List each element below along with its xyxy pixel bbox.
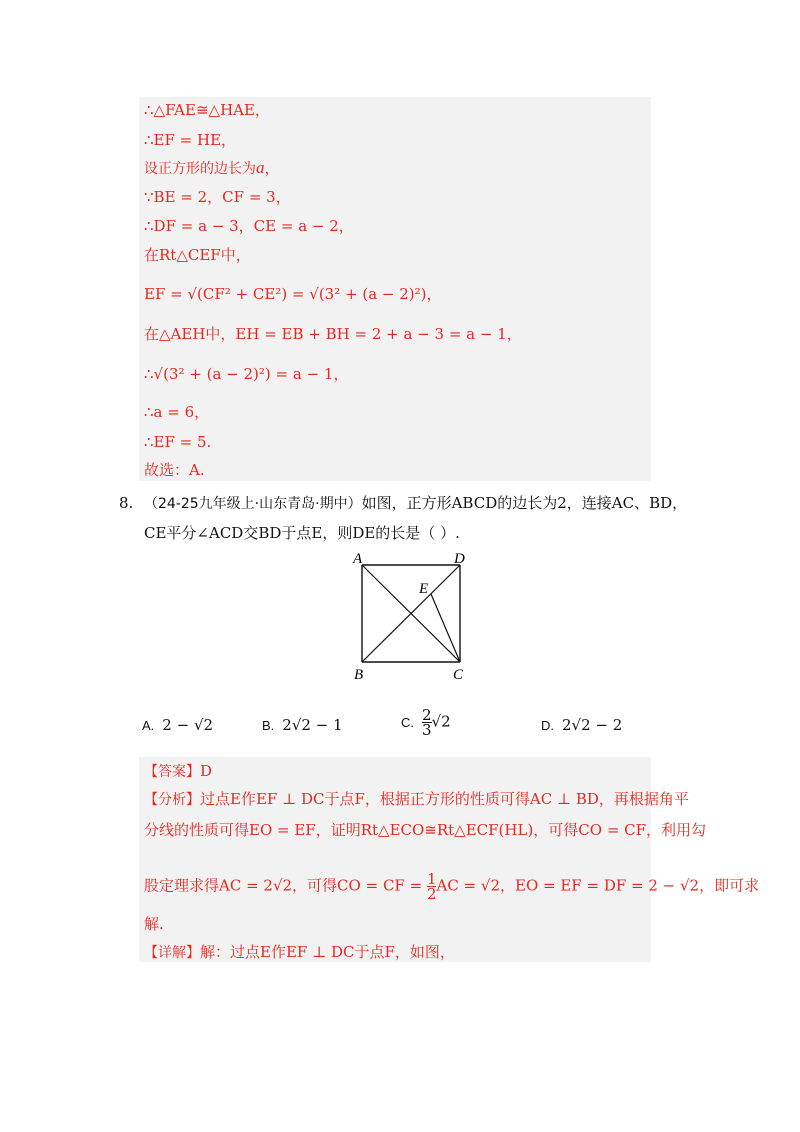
solution-line-3 xyxy=(144,158,280,179)
solution-line-4: ∵BE = 2，CF = 3， xyxy=(144,188,291,206)
option-c-value: √2 xyxy=(431,712,451,731)
answer-value: D xyxy=(200,762,213,780)
analysis-line-4: 解. xyxy=(144,915,164,933)
answer-line xyxy=(144,761,212,782)
detail-text: 解：过点E作EF ⊥ DC于点F，如图， xyxy=(200,943,455,961)
analysis-numerator: 1 xyxy=(426,870,437,888)
analysis-denominator: 2 xyxy=(426,885,437,903)
analysis-line-1 xyxy=(144,789,689,810)
question-number: 8. xyxy=(119,494,134,512)
analysis-line-2: 分线的性质可得EO = EF，证明Rt△ECO≅Rt△ECF(HL)，可得CO = CF，利用勾 xyxy=(144,821,707,839)
detail-tag: 【详解】 xyxy=(144,945,200,961)
analysis-line-3 xyxy=(144,872,759,901)
solution-line-10: ∴a = 6， xyxy=(144,403,210,421)
solution-line-1: ∴△FAE≅△HAE， xyxy=(144,101,270,119)
solution-line-6: 在Rt△CEF中， xyxy=(144,246,251,264)
solution-line-2: ∴EF = HE， xyxy=(144,131,237,149)
solution-line-3-end: ， xyxy=(264,159,280,177)
solution-line-7: EF = √(CF² + CE²) = √(3² + (a − 2)²)， xyxy=(144,285,442,303)
option-b-value: 2√2 − 1 xyxy=(282,716,343,734)
option-b-label: B. xyxy=(262,718,275,733)
analysis-text-3a: 股定理求得AC = 2√2，可得CO = CF = xyxy=(144,876,427,895)
question-line-1 xyxy=(144,493,687,514)
question-text-1: 如图，正方形ABCD的边长为2，连接AC、BD， xyxy=(361,494,688,512)
option-b[interactable] xyxy=(262,716,343,734)
label-a: A xyxy=(353,551,363,567)
segment-ce xyxy=(431,594,460,662)
option-a[interactable] xyxy=(142,716,213,734)
answer-tag: 【答案】 xyxy=(144,764,200,780)
option-d-value: 2√2 − 2 xyxy=(562,716,623,734)
solution-line-5: ∴DF = a − 3，CE = a − 2， xyxy=(144,217,354,235)
square-figure xyxy=(350,548,480,688)
analysis-text-1: 过点E作EF ⊥ DC于点F，根据正方形的性质可得AC ⊥ BD，再根据角平 xyxy=(200,790,689,808)
option-a-value: 2 − √2 xyxy=(162,716,214,734)
solution-line-3-text: 设正方形的边长为 xyxy=(144,161,256,177)
option-c[interactable] xyxy=(401,708,451,737)
option-c-denominator: 3 xyxy=(422,721,432,739)
option-d-label: D. xyxy=(541,718,554,733)
option-a-label: A. xyxy=(142,718,155,733)
option-c-label: C. xyxy=(401,714,414,730)
label-b: B xyxy=(354,667,364,683)
option-c-fraction xyxy=(422,708,432,737)
solution-line-9: ∴√(3² + (a − 2)²) = a − 1， xyxy=(144,365,349,383)
solution-line-3-var: a xyxy=(256,158,265,177)
analysis-tag: 【分析】 xyxy=(144,792,200,808)
analysis-text-3b: AC = √2，EO = EF = DF = 2 − √2，即可求 xyxy=(436,876,760,895)
detail-line xyxy=(144,942,455,963)
label-c: C xyxy=(453,667,464,683)
solution-line-8: 在△AEH中，EH = EB + BH = 2 + a − 3 = a − 1， xyxy=(144,325,522,343)
option-d[interactable] xyxy=(541,716,622,734)
option-c-numerator: 2 xyxy=(422,706,432,724)
label-e: E xyxy=(419,581,429,597)
question-source: （24-25九年级上·山东青岛·期中） xyxy=(144,496,362,512)
label-d: D xyxy=(454,551,465,567)
solution-line-11: ∴EF = 5. xyxy=(144,433,212,451)
solution-line-12: 故选：A. xyxy=(144,461,205,479)
answer-analysis-box xyxy=(139,757,651,962)
question-line-2: CE平分∠ACD交BD于点E，则DE的长是（ ）. xyxy=(144,524,460,542)
